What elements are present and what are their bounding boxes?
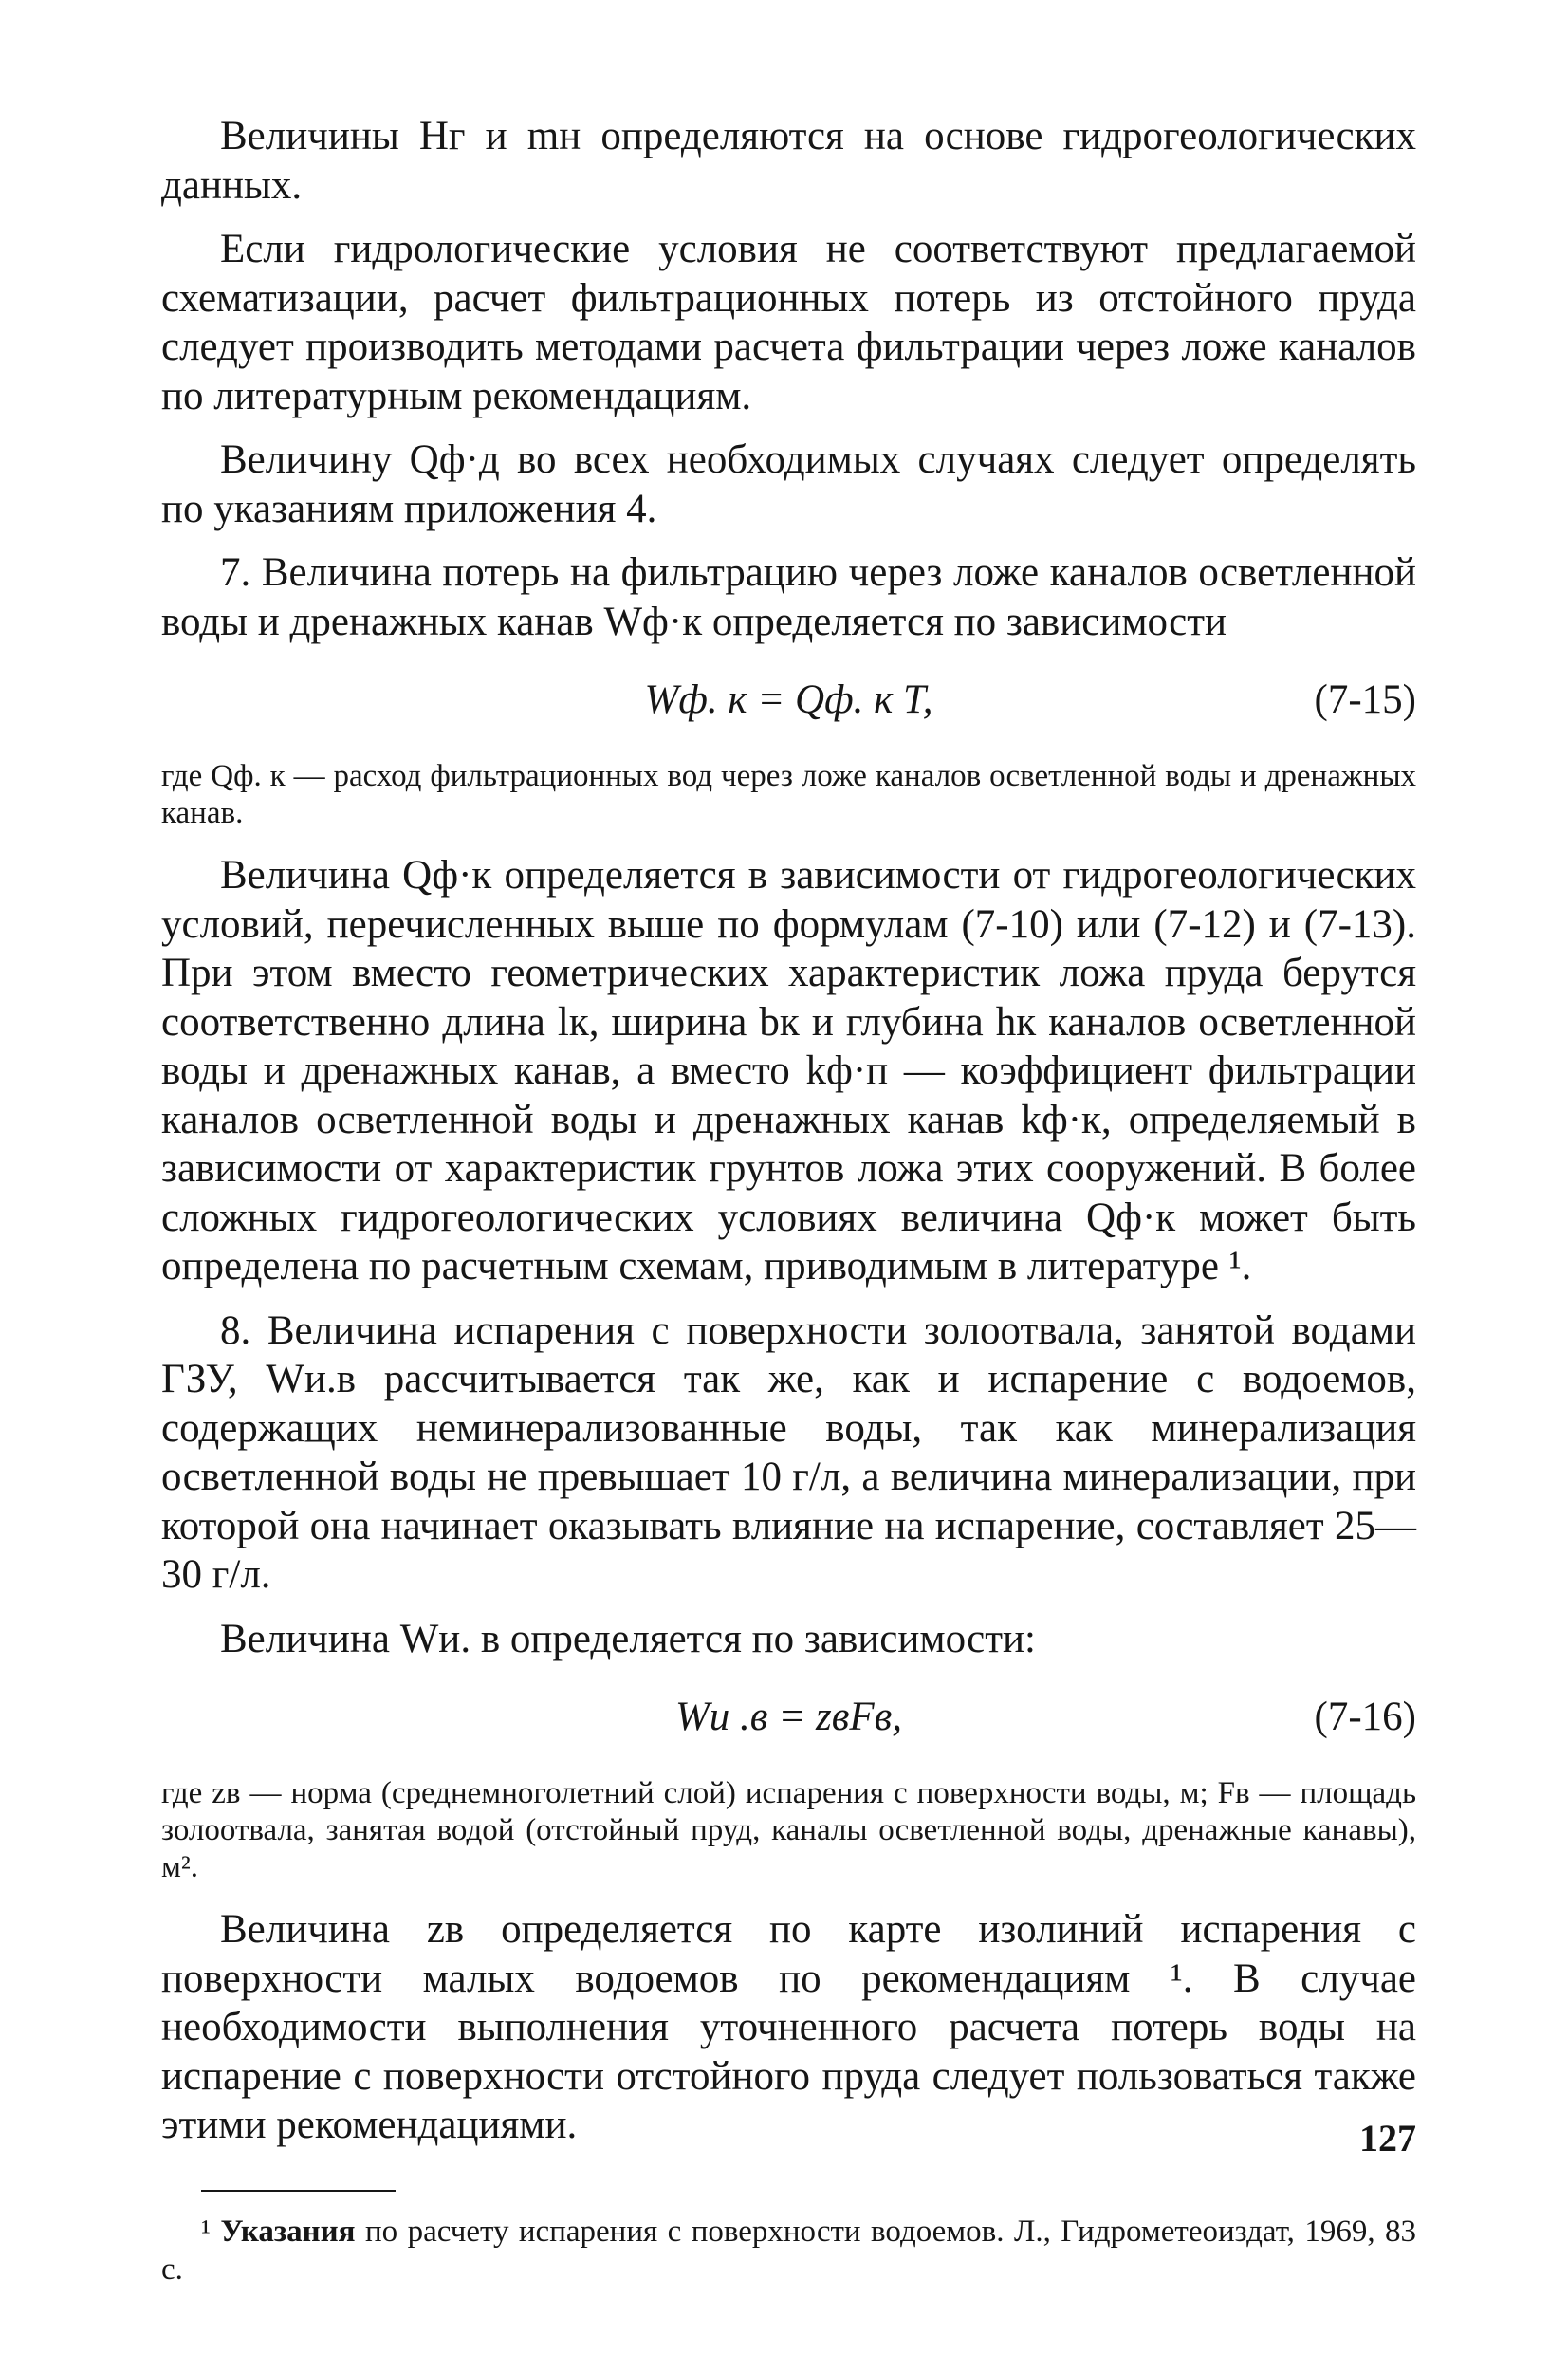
- formula-number: (7-15): [1314, 677, 1416, 722]
- footnote: [161, 2213, 1416, 2289]
- page-number: 127: [1359, 2117, 1416, 2159]
- footnote-title: Указания: [220, 2214, 356, 2249]
- formula-expression: Wи .в = zвFв,: [674, 1695, 903, 1739]
- paragraph-8: Величина zв определяется по карте изолиний испарения с поверхности малых водоемов по рекомендациям ¹. В случае необходимости выполнения уточненного расчета потерь воды на испарение с поверхности отстойного пруда следует пользоваться также этими рекомендациями.: [161, 1907, 1416, 2147]
- paragraph-4: 7. Величина потерь на фильтрацию через ложе каналов осветленной воды и дренажных канав Wф·к определяется по зависимости: [161, 550, 1416, 644]
- paragraph-1: Величины Hг и mн определяются на основе гидрогеологических данных.: [161, 114, 1416, 208]
- footnote-separator: [201, 2190, 396, 2192]
- formula-explanation-1: где Qф. к — расход фильтрационных вод через ложе каналов осветленной воды и дренажных канав.: [161, 759, 1416, 830]
- formula-expression: Wф. к = Qф. к T,: [644, 677, 933, 722]
- paragraph-5: Величина Qф·к определяется в зависимости от гидрогеологических условий, перечисленных выше по формулам (7-10) или (7-12) и (7-13). При этом вместо геометрических характеристик ложа пруда берутся соответственно длина lк, ширина bк и глубина hк каналов осветленной воды и дренажных канав, а вместо kф·п — коэффициент фильтрации каналов осветленной воды и дренажных канав kф·к, определяемый в зависимости от характеристик грунтов ложа этих сооружений. В более сложных гидрогеологических условиях величина Qф·к может быть определена по расчетным схемам, приводимым в литературе ¹.: [161, 853, 1416, 1288]
- formula-number: (7-16): [1314, 1695, 1416, 1739]
- footnote-marker: ¹: [201, 2214, 211, 2249]
- formula-7-15: [161, 673, 1416, 733]
- paragraph-2: Если гидрологические условия не соответствуют предлагаемой схематизации, расчет фильтрационных потерь из отстойного пруда следует производить методами расчета фильтрации через ложе каналов по литературным рекомендациям.: [161, 227, 1416, 418]
- paragraph-3: Величину Qф·д во всех необходимых случаях следует определять по указаниям приложения 4.: [161, 437, 1416, 531]
- formula-7-16: [161, 1690, 1416, 1751]
- paragraph-7: Величина Wи. в определяется по зависимости:: [220, 1616, 1036, 1661]
- formula-explanation-2: где zв — норма (среднемноголетний слой) испарения с поверхности воды, м; Fв — площадь золоотвала, занятая водой (отстойный пруд, каналы осветленной воды, дренажные канавы), м².: [161, 1776, 1416, 1884]
- paragraph-6: 8. Величина испарения с поверхности золоотвала, занятой водами ГЗУ, Wи.в рассчитывается так же, как и испарение с водоемов, содержащих неминерализованные воды, так как минерализация осветленной воды не превышает 10 г/л, а величина минерализации, при которой она начинает оказывать влияние на испарение, составляет 25—30 г/л.: [161, 1307, 1416, 1597]
- footnote-text: по расчету испарения с поверхности водоемов. Л., Гидрометеоиздат, 1969, 83 с.: [161, 2214, 1417, 2287]
